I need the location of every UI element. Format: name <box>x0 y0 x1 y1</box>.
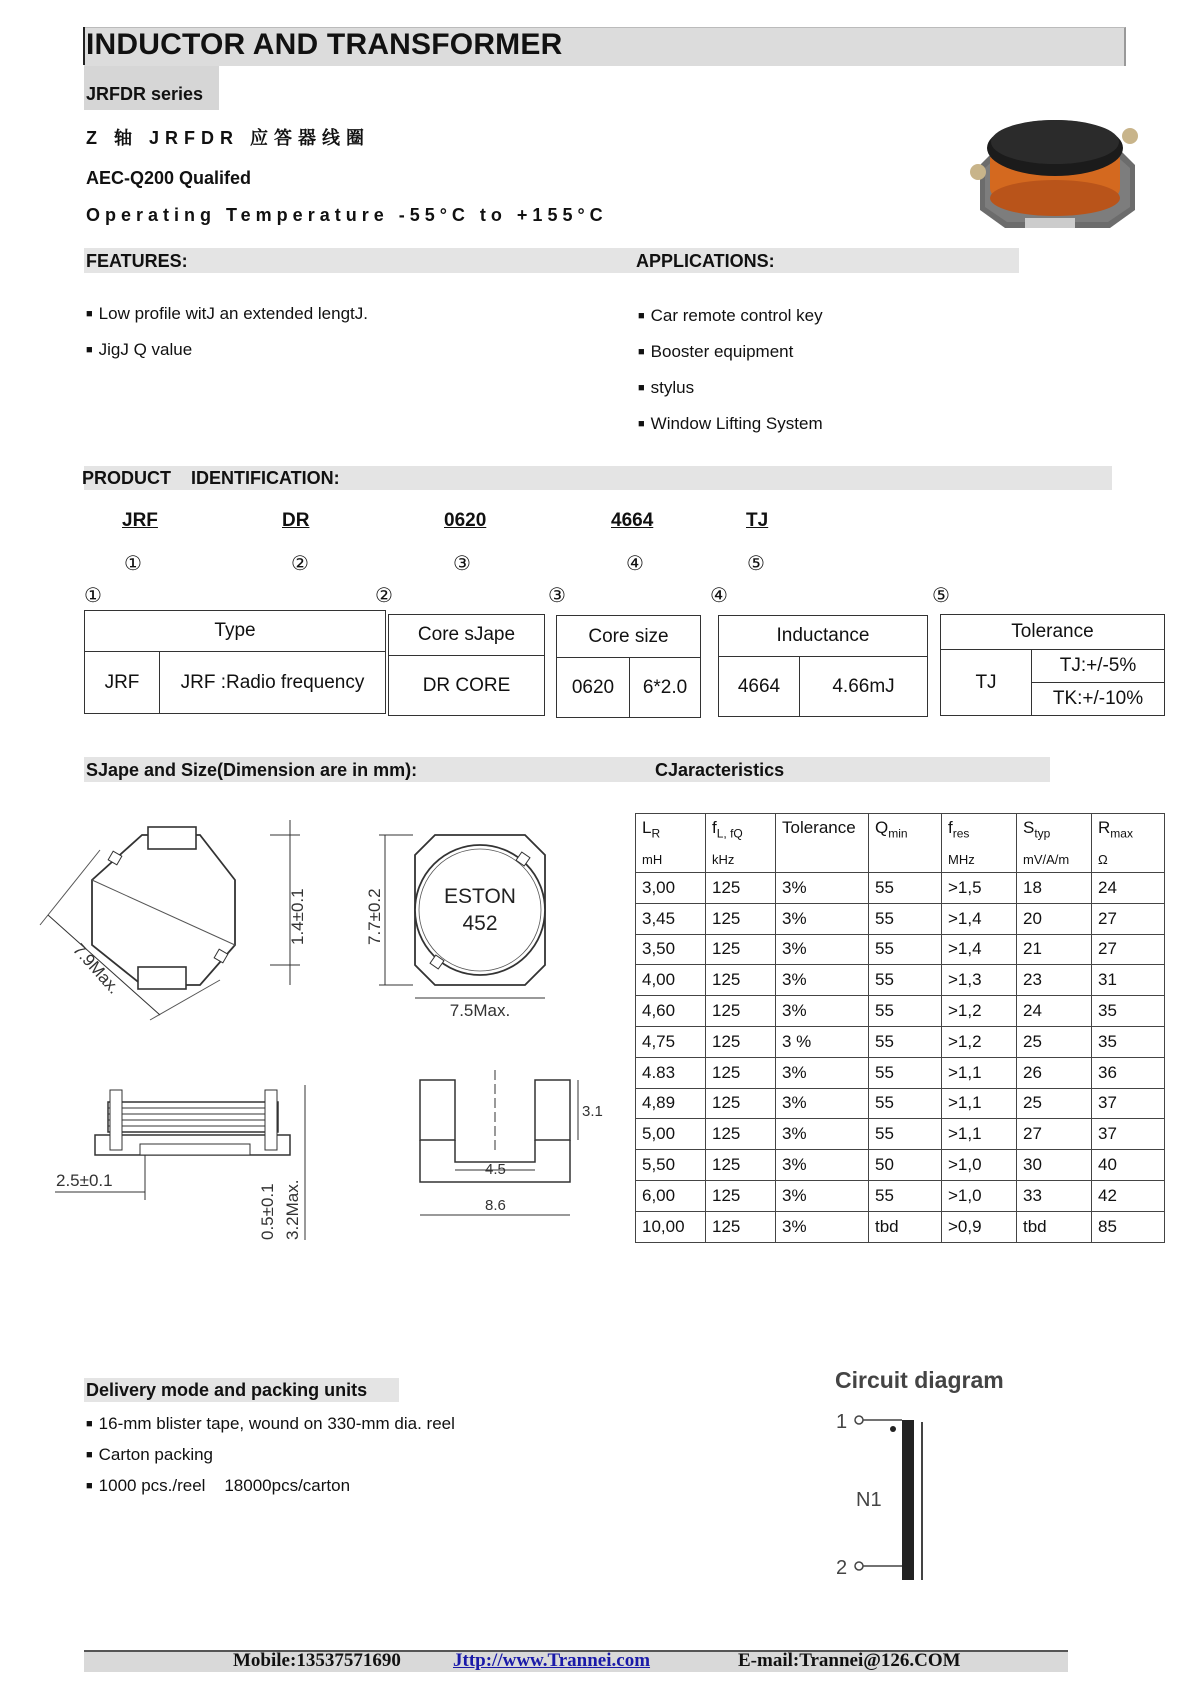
table-cell: 125 <box>706 1057 776 1088</box>
unit-cell: mV/A/m <box>1017 846 1092 873</box>
table-cell: >0,9 <box>942 1211 1017 1242</box>
series-label: JRFDR series <box>86 84 204 104</box>
shape-heading: SJape and Size(Dimension are in mm): <box>86 760 418 780</box>
col-header: $Q_{min}$ <box>869 814 942 847</box>
table-cell: >1,5 <box>942 873 1017 904</box>
shape-box-header: Core sJape <box>389 615 545 656</box>
circuit-pin1: 1 <box>836 1411 848 1433</box>
box-marker: ③ <box>548 585 566 607</box>
code-marker: ② <box>291 553 309 575</box>
characteristics-heading: CJaracteristics <box>655 760 785 780</box>
tolerance-box-code: TJ <box>941 650 1032 716</box>
dim-d31-label: 3.1 <box>582 1103 603 1120</box>
table-cell: 125 <box>706 934 776 965</box>
table-cell: 30 <box>1017 1150 1092 1181</box>
table-cell: tbd <box>1017 1211 1092 1242</box>
table-cell: 3% <box>776 1150 869 1181</box>
table-cell: 3% <box>776 873 869 904</box>
table-cell: 85 <box>1092 1211 1165 1242</box>
table-cell: 35 <box>1092 1026 1165 1057</box>
characteristics-table <box>635 813 1165 1243</box>
dim-d05-label: 0.5±0.1 <box>258 1183 277 1240</box>
unit-cell: mH <box>636 846 706 873</box>
identification-heading: PRODUCT IDENTIFICATION: <box>82 468 340 488</box>
table-row <box>636 1026 1165 1057</box>
table-row <box>636 1211 1165 1242</box>
winding-bar <box>902 1420 914 1580</box>
col-header: $f_{res}$ <box>942 814 1017 847</box>
inductance-box <box>718 615 928 717</box>
col-header: $L_R$ <box>636 814 706 847</box>
table-cell: 125 <box>706 1211 776 1242</box>
unit-cell: kHz <box>706 846 776 873</box>
shape-box-value: DR CORE <box>389 656 545 716</box>
table-cell: 55 <box>869 1026 942 1057</box>
table-row <box>636 1057 1165 1088</box>
footer-email: E-mail:Trannei@126.COM <box>738 1650 961 1671</box>
table-cell: 10,00 <box>636 1211 706 1242</box>
subtitle-cn: Z 轴 JRFDR 应答器线圈 <box>86 128 371 148</box>
code-marker: ③ <box>453 553 471 575</box>
table-row <box>636 1088 1165 1119</box>
table-cell: 3% <box>776 934 869 965</box>
table-row <box>636 934 1165 965</box>
marking-view-drawing <box>355 830 595 1020</box>
photo-terminal-right <box>1122 128 1138 144</box>
table-cell: 33 <box>1017 1180 1092 1211</box>
code-marker: ① <box>124 553 142 575</box>
table-row <box>636 996 1165 1027</box>
table-cell: 4,00 <box>636 965 706 996</box>
box-marker: ② <box>375 585 393 607</box>
table-cell: tbd <box>869 1211 942 1242</box>
table-cell: >1,0 <box>942 1180 1017 1211</box>
table-cell: 27 <box>1092 934 1165 965</box>
application-item: ■ Window Lifting System <box>638 414 823 434</box>
code-marker: ④ <box>626 553 644 575</box>
table-cell: >1,4 <box>942 903 1017 934</box>
delivery-heading: Delivery mode and packing units <box>86 1380 368 1400</box>
code-tolerance: TJ <box>746 510 769 531</box>
unit-cell <box>869 846 942 873</box>
features-band <box>84 248 1019 273</box>
table-cell: 3% <box>776 903 869 934</box>
table-cell: 23 <box>1017 965 1092 996</box>
table-cell: 125 <box>706 1180 776 1211</box>
size-box <box>556 615 701 718</box>
footer-mobile: Mobile:13537571690 <box>233 1650 401 1671</box>
table-cell: 25 <box>1017 1088 1092 1119</box>
table-row <box>636 1180 1165 1211</box>
col-header: $R_{max}$ <box>1092 814 1165 847</box>
table-cell: >1,4 <box>942 934 1017 965</box>
table-header-row <box>636 814 1165 847</box>
table-cell: 21 <box>1017 934 1092 965</box>
feature-item: ■ Low profile witJ an extended lengtJ. <box>86 304 368 324</box>
circuit-diagram <box>830 1400 950 1580</box>
pin1-terminal <box>855 1416 863 1424</box>
delivery-item: ■ 1000 pcs./reel 18000pcs/carton <box>86 1476 350 1496</box>
table-cell: 55 <box>869 1180 942 1211</box>
table-cell: 24 <box>1092 873 1165 904</box>
table-cell: 3% <box>776 1180 869 1211</box>
table-cell: 55 <box>869 934 942 965</box>
table-cell: >1,3 <box>942 965 1017 996</box>
box-marker: ① <box>84 585 102 607</box>
unit-cell: MHz <box>942 846 1017 873</box>
table-cell: 3,00 <box>636 873 706 904</box>
circuit-title: Circuit diagram <box>835 1367 1004 1393</box>
table-cell: 6,00 <box>636 1180 706 1211</box>
table-cell: 3% <box>776 1057 869 1088</box>
table-cell: 26 <box>1017 1057 1092 1088</box>
code-inductance: 4664 <box>611 510 654 531</box>
table-cell: >1,2 <box>942 1026 1017 1057</box>
code-marker: ⑤ <box>747 553 765 575</box>
circuit-coil-label: N1 <box>856 1489 882 1511</box>
box-marker: ⑤ <box>932 585 950 607</box>
table-cell: >1,1 <box>942 1057 1017 1088</box>
size-box-header: Core size <box>557 616 701 658</box>
table-cell: 27 <box>1092 903 1165 934</box>
table-row <box>636 1150 1165 1181</box>
circuit-pin2: 2 <box>836 1557 848 1579</box>
table-cell: 40 <box>1092 1150 1165 1181</box>
table-cell: 3 % <box>776 1026 869 1057</box>
unit-cell: Ω <box>1092 846 1165 873</box>
type-box-desc: JRF :Radio frequency <box>160 652 386 714</box>
delivery-item: ■ Carton packing <box>86 1445 213 1465</box>
application-item: ■ Booster equipment <box>638 342 793 362</box>
table-cell: 37 <box>1092 1119 1165 1150</box>
table-cell: 55 <box>869 903 942 934</box>
table-cell: >1,2 <box>942 996 1017 1027</box>
table-cell: 50 <box>869 1150 942 1181</box>
features-heading: FEATURES: <box>86 251 188 271</box>
type-box <box>84 610 386 714</box>
top-view-drawing <box>30 815 330 1045</box>
table-cell: 4,75 <box>636 1026 706 1057</box>
application-item: ■ stylus <box>638 378 694 398</box>
marking-line2: 452 <box>462 912 498 935</box>
table-cell: 24 <box>1017 996 1092 1027</box>
tolerance-box <box>940 614 1165 716</box>
table-cell: 55 <box>869 1057 942 1088</box>
table-cell: 5,50 <box>636 1150 706 1181</box>
type-box-header: Type <box>85 611 386 652</box>
inductance-box-code: 4664 <box>719 657 800 717</box>
table-cell: 55 <box>869 1088 942 1119</box>
table-cell: 125 <box>706 1150 776 1181</box>
table-cell: 125 <box>706 1088 776 1119</box>
size-box-code: 0620 <box>557 658 630 718</box>
table-cell: 5,00 <box>636 1119 706 1150</box>
table-cell: 3% <box>776 1088 869 1119</box>
table-cell: 4.83 <box>636 1057 706 1088</box>
code-shape: DR <box>282 510 310 531</box>
dim-d86-label: 8.6 <box>485 1197 506 1214</box>
footer-website-link[interactable]: Jttp://www.Trannei.com <box>453 1650 651 1671</box>
col-header: $S_{typ}$ <box>1017 814 1092 847</box>
marking-line1: ESTON <box>444 885 516 908</box>
photo-terminal-left <box>970 164 986 180</box>
box-marker: ④ <box>710 585 728 607</box>
table-cell: 31 <box>1092 965 1165 996</box>
qualification: AEC-Q200 Qualifed <box>86 168 252 188</box>
title-left-rule <box>83 27 85 65</box>
dim-d45-label: 4.5 <box>485 1161 506 1178</box>
table-cell: 3,50 <box>636 934 706 965</box>
table-cell: 3% <box>776 1211 869 1242</box>
dim-diag-label: 7.9Max. <box>69 939 124 998</box>
tolerance-box-opt1: TJ:+/-5% <box>1032 650 1165 683</box>
table-cell: 125 <box>706 903 776 934</box>
table-units-row <box>636 846 1165 873</box>
table-cell: 125 <box>706 965 776 996</box>
table-cell: 4,60 <box>636 996 706 1027</box>
type-box-code: JRF <box>85 652 160 714</box>
table-cell: 55 <box>869 873 942 904</box>
col-header: Tolerance <box>776 814 869 847</box>
table-cell: 36 <box>1092 1057 1165 1088</box>
applications-heading: APPLICATIONS: <box>636 251 775 271</box>
table-row <box>636 903 1165 934</box>
table-row <box>636 873 1165 904</box>
table-cell: 55 <box>869 965 942 996</box>
code-type: JRF <box>122 510 158 531</box>
inductance-box-header: Inductance <box>719 616 928 657</box>
dim-h14-label: 1.4±0.1 <box>288 888 307 945</box>
tolerance-box-opt2: TK:+/-10% <box>1032 683 1165 716</box>
product-photo <box>960 110 1150 235</box>
side-view-drawing <box>50 1080 320 1240</box>
col-header: $f_{L, fQ}$ <box>706 814 776 847</box>
inductance-box-desc: 4.66mJ <box>800 657 928 717</box>
table-cell: 18 <box>1017 873 1092 904</box>
table-row <box>636 965 1165 996</box>
dim-d25-label: 2.5±0.1 <box>56 1171 113 1190</box>
table-cell: 35 <box>1092 996 1165 1027</box>
core-section-drawing <box>410 1070 610 1230</box>
table-row <box>636 1119 1165 1150</box>
table-cell: 3% <box>776 965 869 996</box>
tolerance-box-header: Tolerance <box>941 615 1165 650</box>
page-title: INDUCTOR AND TRANSFORMER <box>86 28 563 61</box>
unit-cell <box>776 846 869 873</box>
table-cell: 125 <box>706 873 776 904</box>
table-cell: 3% <box>776 996 869 1027</box>
table-cell: 125 <box>706 1119 776 1150</box>
size-box-desc: 6*2.0 <box>630 658 701 718</box>
delivery-item: ■ 16-mm blister tape, wound on 330-mm dia. reel <box>86 1414 455 1434</box>
shape-box <box>388 614 545 716</box>
table-cell: 4,89 <box>636 1088 706 1119</box>
table-cell: 27 <box>1017 1119 1092 1150</box>
table-cell: 125 <box>706 1026 776 1057</box>
table-cell: 20 <box>1017 903 1092 934</box>
table-cell: >1,1 <box>942 1119 1017 1150</box>
table-cell: 3% <box>776 1119 869 1150</box>
dim-h77-label: 7.7±0.2 <box>365 888 384 945</box>
operating-temperature: Operating Temperature -55°C to +155°C <box>86 205 608 225</box>
table-cell: >1,0 <box>942 1150 1017 1181</box>
table-cell: >1,1 <box>942 1088 1017 1119</box>
code-size: 0620 <box>444 510 487 531</box>
table-cell: 125 <box>706 996 776 1027</box>
table-cell: 25 <box>1017 1026 1092 1057</box>
feature-item: ■ JigJ Q value <box>86 340 192 360</box>
table-cell: 37 <box>1092 1088 1165 1119</box>
table-cell: 42 <box>1092 1180 1165 1211</box>
application-item: ■ Car remote control key <box>638 306 823 326</box>
dim-d32-label: 3.2Max. <box>283 1179 302 1240</box>
table-cell: 55 <box>869 996 942 1027</box>
table-cell: 55 <box>869 1119 942 1150</box>
table-cell: 3,45 <box>636 903 706 934</box>
dim-w75-label: 7.5Max. <box>449 1001 511 1020</box>
pin2-terminal <box>855 1562 863 1570</box>
